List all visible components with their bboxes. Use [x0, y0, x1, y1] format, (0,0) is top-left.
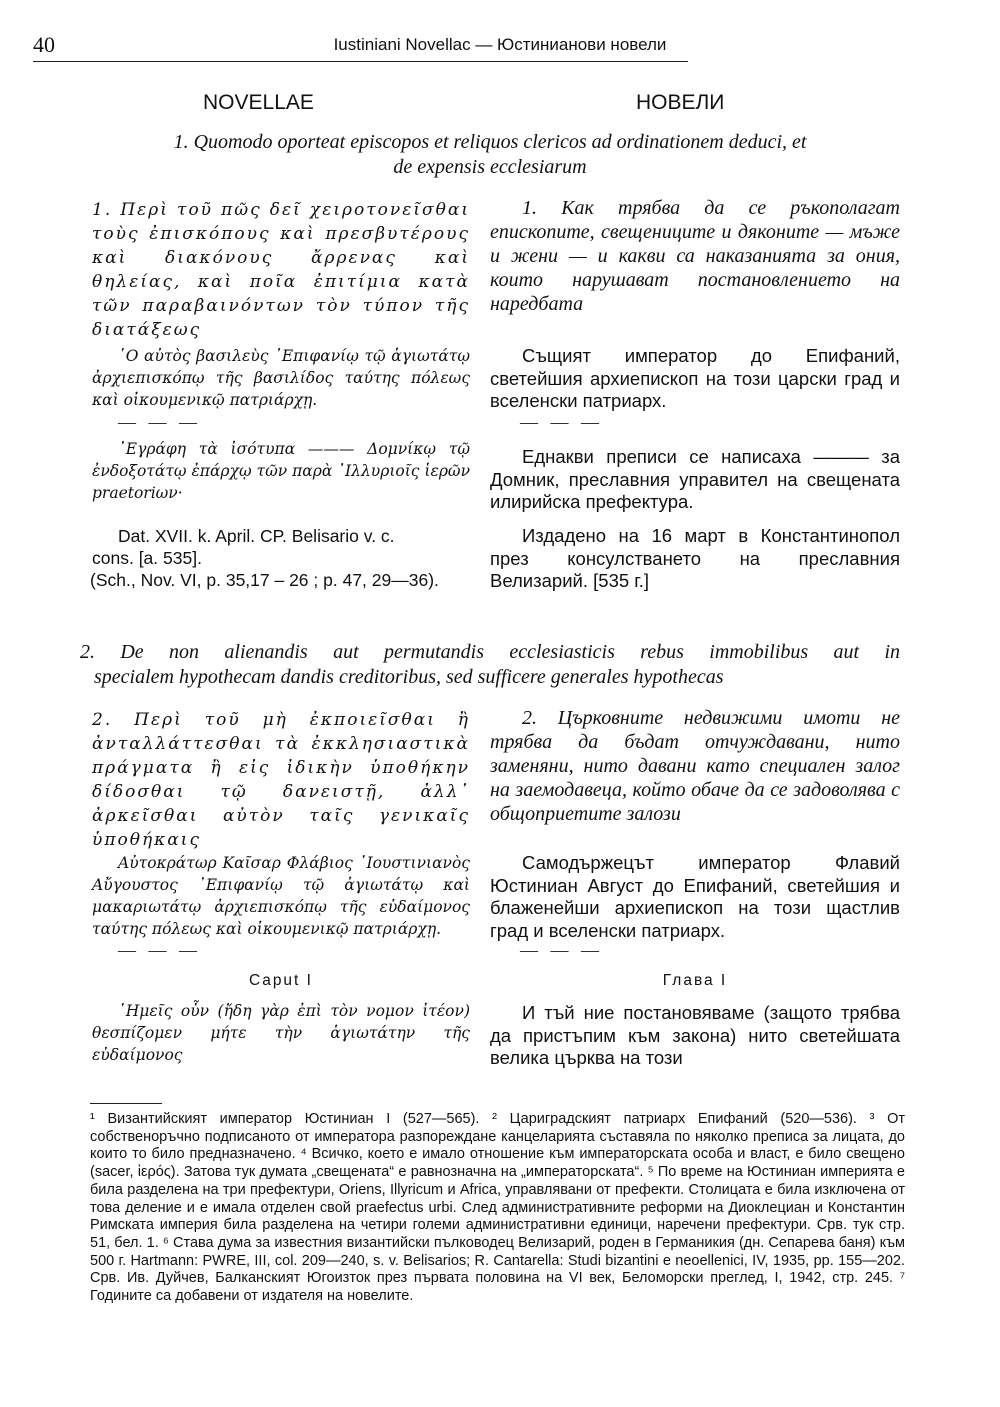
- section1-bg-address: Същият император до Епифаний, светейшия архиепископ на този царски град и вселенски патриарх.: [490, 345, 900, 411]
- page-number: 40: [33, 32, 55, 57]
- footnote-rule: [90, 1103, 162, 1104]
- caput-bg: Глава I: [662, 972, 728, 989]
- section1-greek-copies: ᾿Εγράφη τὰ ἰσότυπα ——— Δομνίκῳ τῷ ἐνδοξοτάτῳ ἐπάρχῳ τῶν παρὰ ᾿Ιλλυριοῖς ἱερῶν praetoriων·: [92, 440, 470, 502]
- section2-greek-heading: 2. Περὶ τοῦ μὴ ἐκποιεῖσθαι ἢ ἀνταλλάττεσθαι τὰ ἐκκλησιαστικὰ πράγματα ἢ εἰς ἰδικὴν ὑποθήκην δίδοσθαι τῷ δανειστῇ, ἀλλ᾿ ἀρκεῖσθαι αὐτὸν ταῖς γενικαῖς ὑποθήκαις: [92, 710, 470, 850]
- section1-title: [80, 130, 900, 180]
- section1-latin-date: [92, 525, 470, 591]
- section1-bg-date: Издадено на 16 март в Константинопол през консулстването на преславния Велизарий. [535 г.]: [490, 525, 900, 591]
- section1-bg-copies: Еднакви преписи се написаха ——— за Домник, преславния управител на свещената илирийска префектура.: [490, 446, 900, 512]
- section2-title-line2: specialem hypothecam dandis creditoribus, sed sufficere generales hypothecas: [94, 666, 724, 688]
- section2-greek-address: Αὐτοκράτωρ Καῖσαρ Φλάβιος ᾿Ιουστινιανὸς Αὔγουστος ᾿Επιφανίῳ τῷ ἁγιωτάτῳ καὶ μακαριωτάτῳ ἀρχιεπισκόπῳ τῆς εὐδαίμονος ταύτης πόλεως καὶ οἰκουμενικῷ πατριάρχῃ.: [92, 854, 470, 938]
- section2-title-line1: 2. De non alienandis aut permutandis ecclesiasticis rebus immobilibus aut in: [80, 641, 900, 663]
- latin-reference: (Sch., Nov. VI, p. 35,17 – 26 ; p. 47, 29—36).: [90, 570, 439, 590]
- section1-title-line1: 1. Quomodo oporteat episcopos et reliquos clericos ad ordinationem deduci, et: [173, 131, 807, 153]
- caput-latin: Caput I: [249, 972, 313, 989]
- latin-date-line1: Dat. XVII. k. April. CP. Belisario v. c.: [118, 526, 395, 546]
- section2-greek-text: ῾Ημεῖς οὖν (ἤδη γὰρ ἐπὶ τὸν νομον ἰτέον) θεσπίζομεν μήτε τὴν ἁγιωτάτην τῆς εὐδαίμονος: [92, 1002, 470, 1064]
- section2-bg-heading: 2. Църковните недвижими имоти не трябва да бъдат отчуждавани, нито заменяни, нито давани като специален залог на заемодавеца, който обаче да се задоволява с общоприетите залози: [490, 707, 900, 825]
- section2-bg-text: И тъй ние постановяваме (защото трябва да пристъпим към закона) нито светейшата велика църква на този: [490, 1002, 900, 1068]
- section1-greek-address: ῾Ο αὐτὸς βασιλεὺς ᾿Επιφανίῳ τῷ ἁγιωτάτῳ ἀρχιεπισκόπῳ τῆς βασιλίδος ταύτης πόλεως καὶ οἰκουμενικῷ πατριάρχῃ.: [92, 347, 470, 409]
- section1-left-separator: — — —: [118, 412, 201, 432]
- section1-right-separator: — — —: [520, 412, 603, 432]
- left-column-title: NOVELLAE: [203, 91, 314, 114]
- right-column-title: НОВЕЛИ: [636, 91, 725, 114]
- section2-right-separator: — — —: [520, 940, 603, 960]
- footnotes: ¹ Византийският император Юстиниан I (527—565). ² Цариградският патриарх Епифаний (520—536). ³ От собственоръчно подписаното от императора разпореждане канцеларията съставяла по няколко преписа за лицата, до които то било предназначено. ⁴ Всичко, което е имало отношение към императорската особа и власт, е било свещено (sacer, ἱερός). Затова тук думата „свещената“ е равнозначна на „императорската“. ⁵ По време на Юстиниан империята е била разделена на три префектури, Oriens, Illyricum и Africa, управлявани от префекти. Столицата е била изключена от това деление и е имала отделен свой praefectus urbi. След административните реформи на Диоклециан и Константин Римската империя била разделена на четири големи административни единици, наречени префектури. Срв. тук стр. 51, бел. 1. ⁶ Става дума за известния византийски пълководец Велизарий, роден в Германикия (дн. Сепарева баня) към 500 г. Hartmann: PWRE, III, col. 209—240, s. v. Belisarios; R. Cantarella: Studi bizantini e neoellenici, IV, 1935, pp. 155—202. Срв. Ив. Дуйчев, Балканският Югоизток през първата половина на VI век, Беломорски преглед, I, 1942, стр. 245. ⁷ Годините са добавени от издателя на новелите.: [90, 1111, 905, 1305]
- section2-title: [80, 640, 900, 690]
- section2-left-separator: — — —: [118, 940, 201, 960]
- running-title: Iustiniani Novellac — Юстинианови новели: [333, 35, 667, 54]
- section1-greek-heading: 1. Περὶ τοῦ πῶς δεῖ χειροτονεῖσθαι τοὺς ἐπισκόπους καὶ πρεσβυτέρους καὶ διακόνους ἄρρενας καὶ θηλείας, καὶ ποῖα ἐπιτίμια κατὰ τῶν παραβαινόντων τὸν τύπον τῆς διατάξεως: [92, 200, 470, 340]
- section1-bg-heading: 1. Как трябва да се ръкополагат епископите, свещениците и дяконите — мъже и жени — и какви са наказанията за ония, които нарушават постановлението на наредбата: [490, 197, 900, 315]
- latin-date-line2: cons. [a. 535].: [92, 548, 202, 568]
- header-rule: [33, 61, 688, 62]
- section2-bg-address: Самодържецът император Флавий Юстиниан Август до Епифаний, светейшия и блаженейши архиепископ на този щастлив град и вселенски патриарх.: [490, 852, 900, 941]
- section1-title-line2: de expensis ecclesiarum: [393, 156, 587, 178]
